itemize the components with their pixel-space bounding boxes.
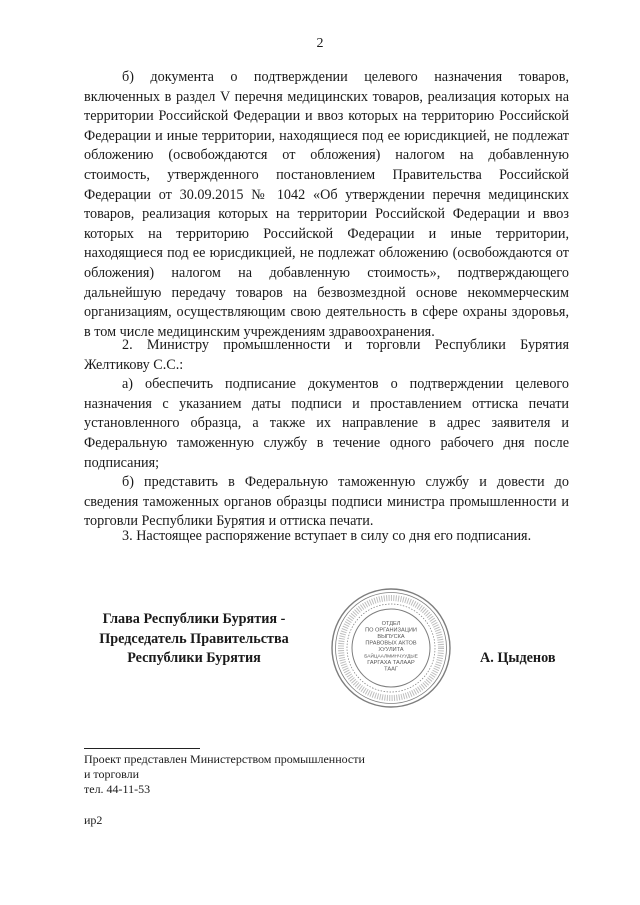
seal-text: ХУУЛИТА [378,647,404,653]
paragraph-2-a: а) обеспечить подписание документов о подтверждении целевого назначения с указанием даты подписи и проставлением оттиска печати установленного образца, а также их направление в адрес заявителя и Федеральную таможенную службу в течение одного рабочего дня после подписания; [84,376,569,471]
signature-title-line: Глава Республики Бурятия - [102,611,286,627]
footnote-line: и торговли [84,767,140,781]
seal-text: ПРАВОВЫХ АКТОВ [365,640,417,647]
paragraph-3-effective-date [84,527,569,547]
footnote-divider [84,748,200,749]
paragraph-b-document-confirmation [84,68,569,342]
seal-text: ВЫПУСКА [377,634,405,640]
official-seal-stamp [330,587,452,709]
paragraph-text: б) документа о подтверждении целевого назначения товаров, включенных в раздел V перечня медицинских товаров, реализация которых на территории Российской Федерации и ввоз которых на территорию Российской Федерации и иные территории, находящиеся под ее юрисдикцией, не подлежат обложению (освобождаются от обложения) налогом на добавленную стоимость, утвержденного постановлением Правительства Российской Федерации от 30.09.2015 № 1042 «Об утверждении перечня медицинских товаров, реализация которых на территории Российской Федерации и ввоз которых на территорию Российской Федерации и иные территории, находящиеся под ее юрисдикцией, не подлежат обложению (освобождаются от обложения) налогом на добавленную стоимость», подтверждающего дальнейшую передачу товаров на безвозмездной основе некоммерческим организациям, осуществляющим свою деятельность в сфере охраны здоровья, в том числе медицинским учреждениям здравоохранения. [84,69,569,340]
signatory-name: А. Цыденов [480,650,556,666]
document-code: ир2 [84,813,103,827]
signature-title-block [84,610,304,669]
signature-title-line: Председатель Правительства [99,630,289,647]
seal-text: ГАРГАХА ТАЛААР [367,660,415,666]
footnote-block [84,752,424,797]
signature-title-line: Республики Бурятия [127,650,261,667]
footnote-line: Проект представлен Министерством промышленности [84,752,365,766]
page-number: 2 [316,36,324,51]
paragraph-2-intro: 2. Министру промышленности и торговли Республики Бурятия Желтикову С.С.: [84,337,569,373]
paragraph-2-minister-instructions [84,336,569,532]
seal-text: ОТДЕЛ [381,621,401,627]
footnote-phone: тел. 44-11-53 [84,782,151,796]
paragraph-2-b: б) представить в Федеральную таможенную службу и довести до сведения таможенных органов образцы подписи министра промышленности и торговли Республики Бурятия и оттиска печати. [84,474,569,530]
seal-text: ПО ОРГАНИЗАЦИИ [365,627,417,634]
paragraph-3-text: 3. Настоящее распоряжение вступает в силу со дня его подписания. [122,528,532,544]
seal-text: БАЙЦААЛМИНЧУУДЫЕ [364,654,418,660]
seal-text: ТААГ [384,666,398,673]
